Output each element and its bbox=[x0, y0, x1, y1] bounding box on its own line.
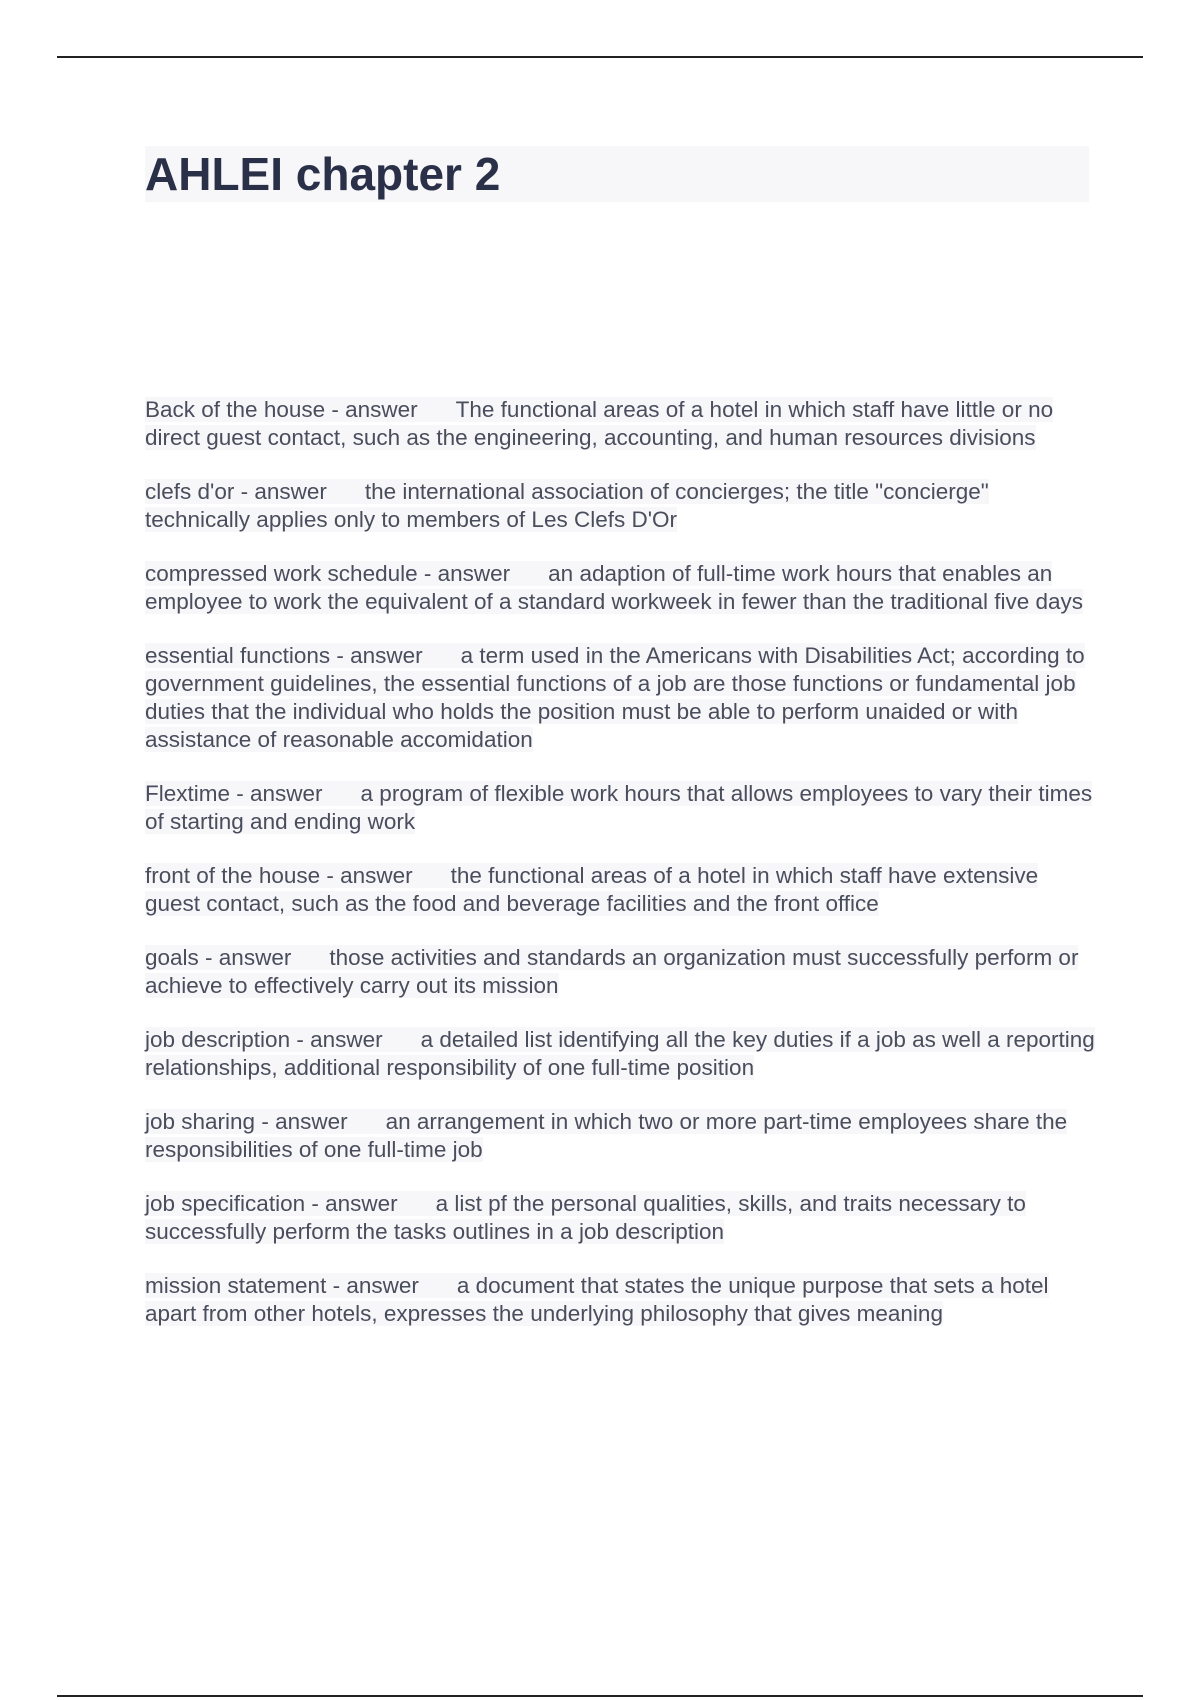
entry-term: Flextime bbox=[145, 781, 231, 806]
entry-term: front of the house bbox=[145, 863, 321, 888]
entry-definition: a detailed list identifying all the key duties if a job as well a reporting relationships, additional responsibility of one full-time position bbox=[145, 1027, 1095, 1080]
entry-term: Back of the house bbox=[145, 397, 326, 422]
entry-definition: those activities and standards an organization must successfully perform or achieve to effectively carry out its mission bbox=[145, 945, 1079, 998]
flashcard-entry bbox=[145, 478, 1095, 534]
entry-separator: - answer bbox=[326, 1273, 419, 1298]
entry-separator: - answer bbox=[234, 479, 327, 504]
flashcard-entry bbox=[145, 944, 1095, 1000]
flashcard-entry bbox=[145, 862, 1095, 918]
entry-term: job sharing bbox=[145, 1109, 256, 1134]
entry-definition: an arrangement in which two or more part-time employees share the responsibilities of one full-time job bbox=[145, 1109, 1068, 1162]
entry-term: compressed work schedule bbox=[145, 561, 418, 586]
entry-separator: - answer bbox=[417, 561, 511, 586]
entry-term: job specification bbox=[145, 1191, 306, 1216]
page-title: AHLEI chapter 2 bbox=[145, 148, 501, 200]
flashcard-entry bbox=[145, 1272, 1095, 1328]
flashcard-entry bbox=[145, 1190, 1095, 1246]
flashcard-entry bbox=[145, 780, 1095, 836]
entry-definition: an adaption of full-time work hours that enables an employee to work the equivalent of a standard workweek in fewer than the traditional five days bbox=[145, 561, 1084, 614]
flashcard-list bbox=[145, 396, 1095, 1354]
flashcard-entry bbox=[145, 396, 1095, 452]
entry-separator: - answer bbox=[290, 1027, 383, 1052]
entry-term: job description bbox=[145, 1027, 291, 1052]
entry-definition: a term used in the Americans with Disabilities Act; according to government guidelines, the essential functions of a job are those functions or fundamental job duties that the individual who holds the position must be able to perform unaided or with assistance of reasonable accomidation bbox=[145, 643, 1085, 752]
flashcard-entry bbox=[145, 560, 1095, 616]
entry-definition: the functional areas of a hotel in which staff have extensive guest contact, such as the food and beverage facilities and the front office bbox=[145, 863, 1039, 916]
entry-separator: - answer bbox=[255, 1109, 348, 1134]
entry-separator: - answer bbox=[320, 863, 413, 888]
entry-separator: - answer bbox=[325, 397, 418, 422]
entry-definition: a document that states the unique purpose that sets a hotel apart from other hotels, expresses the underlying philosophy that gives meaning bbox=[145, 1273, 1049, 1326]
entry-separator: - answer bbox=[230, 781, 323, 806]
flashcard-entry bbox=[145, 642, 1095, 754]
entry-definition: a program of flexible work hours that allows employees to vary their times of starting and ending work bbox=[145, 781, 1093, 834]
entry-term: mission statement bbox=[145, 1273, 327, 1298]
top-rule bbox=[57, 56, 1143, 58]
entry-definition: the international association of concierges; the title "concierge" technically applies only to members of Les Clefs D'Or bbox=[145, 479, 989, 532]
entry-term: clefs d'or bbox=[145, 479, 235, 504]
entry-definition: a list pf the personal qualities, skills, and traits necessary to successfully perform the tasks outlines in a job description bbox=[145, 1191, 1026, 1244]
flashcard-entry bbox=[145, 1026, 1095, 1082]
entry-term: essential functions bbox=[145, 643, 331, 668]
flashcard-entry bbox=[145, 1108, 1095, 1164]
entry-term: goals bbox=[145, 945, 199, 970]
entry-separator: - answer bbox=[305, 1191, 398, 1216]
entry-separator: - answer bbox=[330, 643, 423, 668]
bottom-rule bbox=[57, 1695, 1143, 1697]
entry-separator: - answer bbox=[198, 945, 292, 970]
entry-definition: The functional areas of a hotel in which staff have little or no direct guest contact, such as the engineering, accounting, and human resources divisions bbox=[145, 397, 1054, 450]
